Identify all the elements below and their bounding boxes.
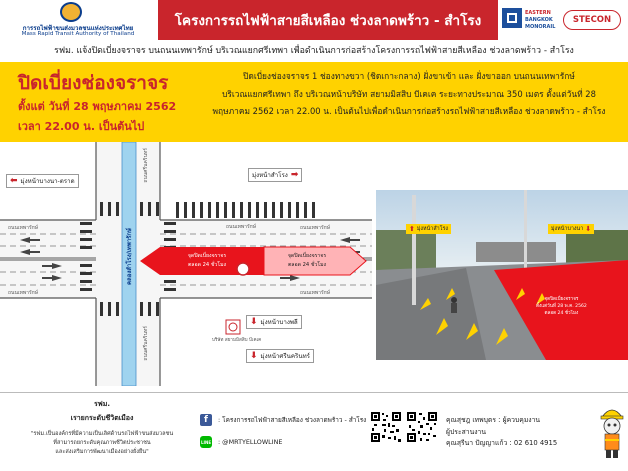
contact-coordinator: คุณสุรีนา ปัญญาแก้ว : 02 610 4915 — [446, 439, 558, 447]
mascot-icon — [598, 401, 626, 461]
line-icon: LINE — [200, 436, 212, 448]
closure-title: ปิดเบี่ยงช่องจราจร — [18, 72, 169, 94]
mrta-name-thai: การรถไฟฟ้าขนส่งมวลชนแห่งประเทศไทย — [22, 25, 134, 32]
arrow-down-icon: ⬇ — [250, 316, 258, 327]
monorail-logo-icon — [502, 8, 522, 28]
arrow-right-icon: ➡ — [290, 169, 299, 180]
eastern-bangkok-monorail-logo — [502, 8, 558, 32]
arrow-up-icon: ⬆ — [409, 225, 415, 233]
closure-note-right: จุดปิดเบี่ยงจราจร ตลอด 24 ชั่วโมง — [287, 253, 327, 268]
road-label-vertical-bottom: ถนนศรีนครินทร์ — [143, 326, 149, 361]
footer-social — [200, 409, 366, 453]
closure-date: ตั้งแต่ วันที่ 28 พฤษภาคม 2562 — [18, 100, 177, 113]
road-label-vertical-top: ถนนศรีนครินทร์ — [143, 148, 149, 183]
contact-coordinator-label: ผู้ประสานงาน — [446, 427, 486, 436]
road-label-top: ถนนเทพารักษ์ — [226, 224, 256, 230]
monorail-logo-line2: BANGKOK — [525, 17, 553, 23]
closure-banner — [0, 62, 628, 142]
photo-label-samrong: ⬆ มุ่งหน้าสำโรง — [406, 224, 451, 234]
photo-closure-note: จุดปิดเบี่ยงจราจร ตั้งแต่วันที่ 28 พ.ค. 2562 ตลอด 24 ชั่วโมง — [536, 297, 587, 316]
contact-supervisor: คุณสุชฎ เทพบุตร : ผู้ควบคุมงาน — [446, 416, 541, 424]
footer-org — [8, 399, 196, 457]
crosswalk-top — [176, 202, 315, 218]
line-link[interactable]: LINE : @MRTYELLOWLINE — [200, 438, 283, 446]
pole-left — [412, 195, 416, 305]
closure-detail-line: ปิดเบี่ยงช่องจราจร 1 ช่องทางขวา (ชิดเกาะกลาง) ฝั่งขาเข้า และ ฝั่งขาออก บนถนนเทพารักษ์ — [243, 71, 575, 81]
traffic-map — [0, 142, 372, 386]
site-photo — [376, 190, 628, 360]
closure-note-left: จุดปิดเบี่ยงจราจร ตลอด 24 ชั่วโมง — [187, 253, 227, 268]
footer-contact — [446, 415, 596, 450]
stecon-logo: STECON — [563, 10, 621, 30]
site-photo-drawing — [376, 190, 628, 360]
page-title: โครงการรถไฟฟ้าสายสีเหลือง ช่วงลาดพร้าว - สำโรง — [158, 0, 498, 40]
road-label-right-upper: ถนนเทพารักษ์ — [300, 225, 330, 231]
company-icon — [226, 320, 240, 334]
closure-time: เวลา 22.00 น. เป็นต้นไป — [18, 120, 145, 133]
road-label-right-lower: ถนนเทพารักษ์ — [300, 290, 330, 296]
arrow-down-icon: ⬇ — [250, 350, 258, 361]
closure-detail-line: บริเวณแยกศรีเทพา ถึง บริเวณหน้าบริษัท สยามมิสสิบ บีเคเค ระยะทางประมาณ 350 เมตร ตั้งแต่วันที่ 28 — [222, 88, 596, 99]
direction-samrong-label: มุ่งหน้าสำโรง ➡ — [248, 168, 302, 182]
qr-code-line[interactable] — [406, 411, 438, 443]
footer-org-slogan: "รฟม.เป็นองค์กรที่มีความเป็นเลิศด้านรถไฟฟ้าขนส่งมวลชน ที่สามารถยกระดับคุณภาพชีวิตประชาชน และส่งเสริมการพัฒนาเมืองอย่างยั่งยืน" — [30, 431, 174, 455]
canal-label: คลองสำโรง/เทพารักษ์ — [126, 228, 133, 285]
photo-label-bangna: มุ่งหน้าบางนา ⬇ — [548, 224, 594, 234]
facebook-link[interactable]: f : โครงการรถไฟฟ้าสายสีเหลือง ช่วงลาดพร้าว - สำโรง — [200, 409, 366, 431]
footer-org-tagline: เรายกระดับชีวิตเมือง — [70, 414, 134, 422]
arrow-left-icon: ⬅ — [10, 175, 18, 186]
direction-bangna-label: ⬅ มุ่งหน้าบางนา-ตราด — [6, 174, 79, 188]
footer — [0, 392, 628, 471]
header — [0, 0, 628, 40]
mrta-logo — [4, 2, 152, 38]
closure-detail — [196, 68, 622, 121]
direction-srinakarin-label: ⬇ มุ่งหน้าศรีนครินทร์ — [246, 349, 314, 363]
mrta-name-eng: Mass Rapid Transit Authority of Thailand — [21, 31, 135, 37]
mrta-emblem-icon — [60, 2, 82, 22]
announcement-text: รฟม. แจ้งปิดเบี่ยงจราจร บนถนนเทพารักษ์ บริเวณแยกศรีเทพา เพื่อดำเนินการก่อสร้างโครงการรถไฟฟ้าสายสีเหลือง ช่วงลาดพร้าว - สำโรง — [54, 46, 574, 56]
arrow-down-icon: ⬇ — [585, 225, 592, 233]
monorail-logo-line3: MONORAIL — [525, 24, 556, 30]
company-label: บริษัท สยามมิสสิบ บีเคเค — [212, 338, 262, 343]
qr-code-facebook[interactable] — [370, 411, 402, 443]
facebook-icon: f — [200, 414, 212, 426]
footer-org-name: รฟม. — [94, 400, 110, 408]
closure-detail-line: พฤษภาคม 2562 เวลา 22.00 น. เป็นต้นไปเพื่อดำเนินการก่อสร้างรถไฟฟ้าสายสีเหลือง ช่วงลาดพร้าว - สำโรง — [212, 106, 606, 116]
direction-bangphli-label: ⬇ มุ่งหน้าบางพลี — [246, 315, 302, 329]
monorail-logo-line1: EASTERN — [525, 10, 551, 16]
road-label-left-lower: ถนนเทพารักษ์ — [8, 290, 38, 296]
road-label-left-upper: ถนนเทพารักษ์ — [8, 225, 38, 231]
